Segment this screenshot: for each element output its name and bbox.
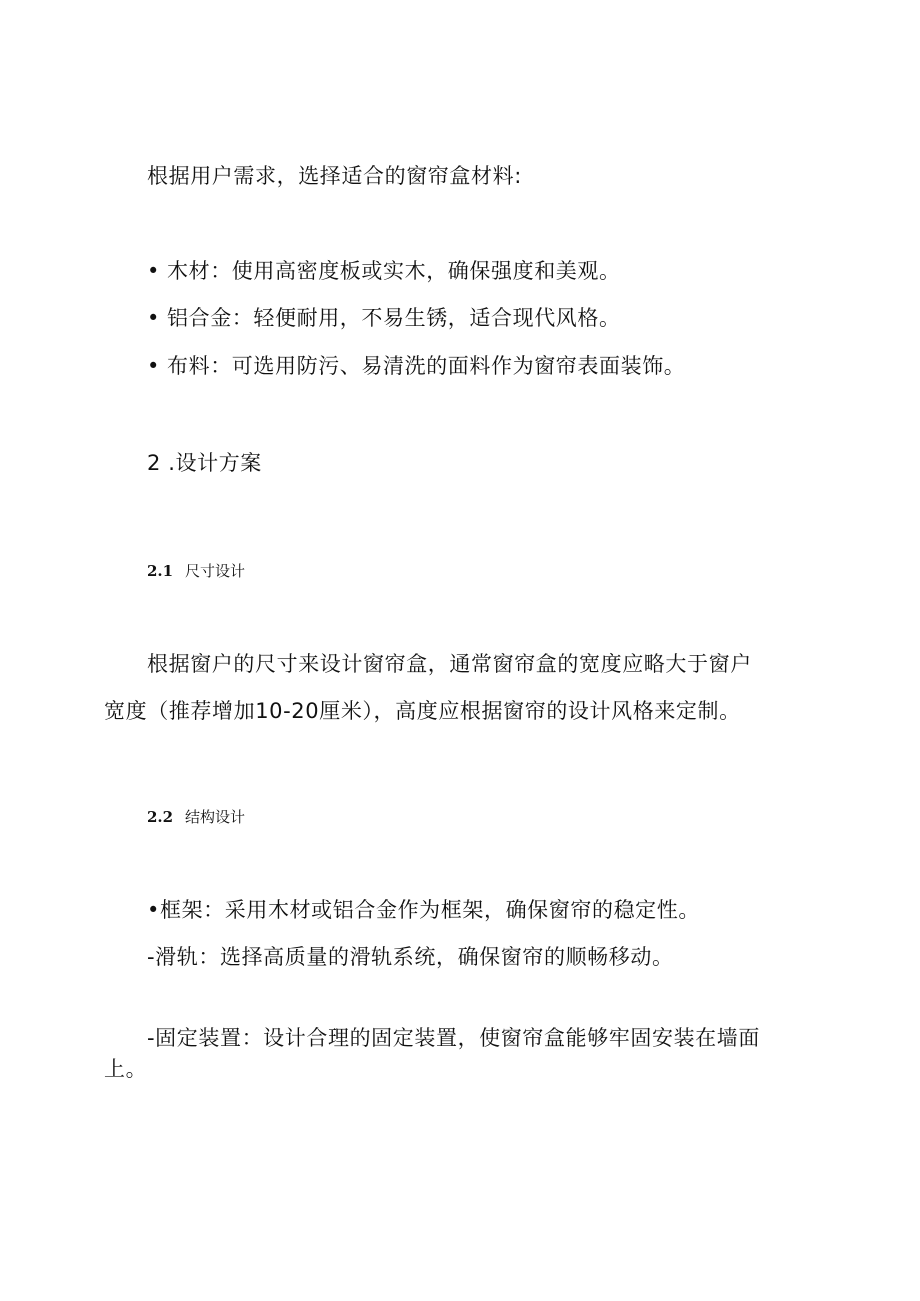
structure-item-rail: -滑轨：选择高质量的滑轨系统，确保窗帘的顺畅移动。 — [147, 945, 674, 969]
section-2-heading: 2 .设计方案 — [147, 451, 262, 475]
size-paragraph-line-1: 根据窗户的尺寸来设计窗帘盒，通常窗帘盒的宽度应略大于窗户 — [147, 652, 752, 676]
bullet-icon: • — [147, 306, 160, 330]
subsection-number: 2.2 — [147, 808, 174, 826]
bullet-icon: • — [147, 259, 160, 283]
subsection-title: 尺寸设计 — [185, 562, 246, 580]
material-item-fabric — [147, 352, 685, 380]
subsection-2-1-heading — [147, 561, 245, 581]
intro-paragraph: 根据用户需求，选择适合的窗帘盒材料: — [147, 164, 522, 188]
structure-item-fixing-line-2: 上。 — [104, 1057, 148, 1081]
subsection-number: 2.1 — [147, 562, 174, 580]
size-paragraph-line-2: 宽度（推荐增加10-20厘米），高度应根据窗帘的设计风格来定制。 — [104, 699, 741, 723]
structure-item-frame: •框架：采用木材或铝合金作为框架，确保窗帘的稳定性。 — [147, 898, 700, 922]
bullet-icon: • — [147, 354, 160, 378]
subsection-2-2-heading — [147, 807, 245, 827]
material-item-wood — [147, 257, 621, 285]
material-item-aluminum — [147, 304, 621, 332]
structure-item-fixing-line-1: -固定装置：设计合理的固定装置，使窗帘盒能够牢固安装在墙面 — [147, 1026, 760, 1050]
material-text: 铝合金：轻便耐用，不易生锈，适合现代风格。 — [167, 306, 621, 330]
material-text: 木材：使用高密度板或实木，确保强度和美观。 — [167, 259, 621, 283]
subsection-title: 结构设计 — [185, 808, 246, 826]
material-text: 布料：可选用防污、易清洗的面料作为窗帘表面装饰。 — [167, 354, 686, 378]
